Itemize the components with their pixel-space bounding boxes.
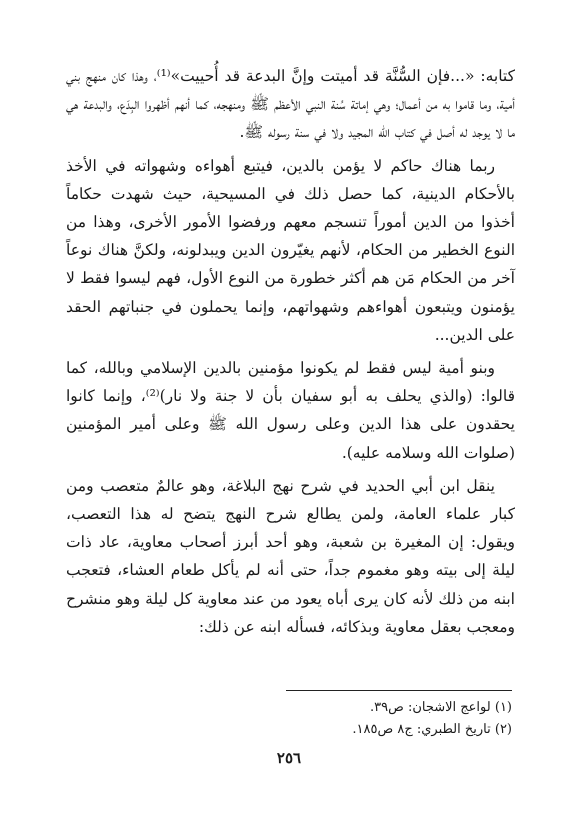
footnote-2: (٢) تاريخ الطبري: ج٨ ص١٨٥.	[352, 722, 512, 737]
footnote-separator	[286, 690, 512, 691]
footnotes	[63, 697, 512, 741]
body-text	[66, 62, 515, 641]
page-number: ٢٥٦	[276, 749, 302, 767]
footnote-1: (١) لواعج الاشجان: ص٣٩.	[370, 700, 512, 715]
paragraph-4: ينقل ابن أبي الحديد في شرح نهج البلاغة، وهو عالمٌ متعصب ومن كبار علماء العامة، ولمن يطالع شرح النهج يتضح له هذا التعصب، ويقول: إن المغيرة بن شعبة، وهو أحد أبرز أصحاب معاوية، عاد ذات ليلة إلى بيته وهو مغموم جداً، حتى أنه لم يأكل طعام العشاء، فتعجب ابنه من ذلك لأنه كان يرى أباه يعود من عند معاوية كل ليلة وهو منشرح ومعجب بعقل معاوية وبذكائه، فسأله ابنه عن ذلك:	[66, 476, 515, 636]
paragraph-1: كتابه: «...فإن السُّنَّة قد أميتت وإنَّ البدعة قد أُحييت»⁽¹⁾، وهذا كان منهج بني أمية، وما قاموا به من أعمال؛ وهي إماتة سُنة النبي الأعظم ﷺ ومنهجه، كما أنهم أظهروا البِدَع، والبدعة هي ما لا يوجد له أصل في كتاب الله المجيد ولا في سنة رسوله ﷺ.	[66, 67, 515, 142]
paragraph-2: ربما هناك حاكم لا يؤمن بالدين، فيتبع أهواءه وشهواته في الأخذ بالأحكام الدينية، كما حصل ذلك في المسيحية، حيث شهدت حكاماً أخذوا من الدين أموراً تنسجم معهم ورفضوا الأمور الأخرى، وهذا من النوع الخطير من الحكام، لأنهم يغيّرون الدين ويبدلونه، ولكنَّ هناك نوعاً آخر من الحكام مَن هم أكثر خطورة من النوع الأول، فهم ليسوا فقط لا يؤمنون ويتبعون أهواءهم وشهواتهم، وإنما يحملون في جنباتهم الحقد على الدين...	[66, 156, 515, 344]
paragraph-3: وبنو أمية ليس فقط لم يكونوا مؤمنين بالدين الإسلامي وبالله، كما قالوا: (والذي يحلف به أبو سفيان بأن لا جنة ولا نار)⁽²⁾، وإنما كانوا يحقدون على هذا الدين وعلى رسول الله ﷺ وعلى أمير المؤمنين (صلوات الله وسلامه عليه).	[66, 359, 515, 462]
